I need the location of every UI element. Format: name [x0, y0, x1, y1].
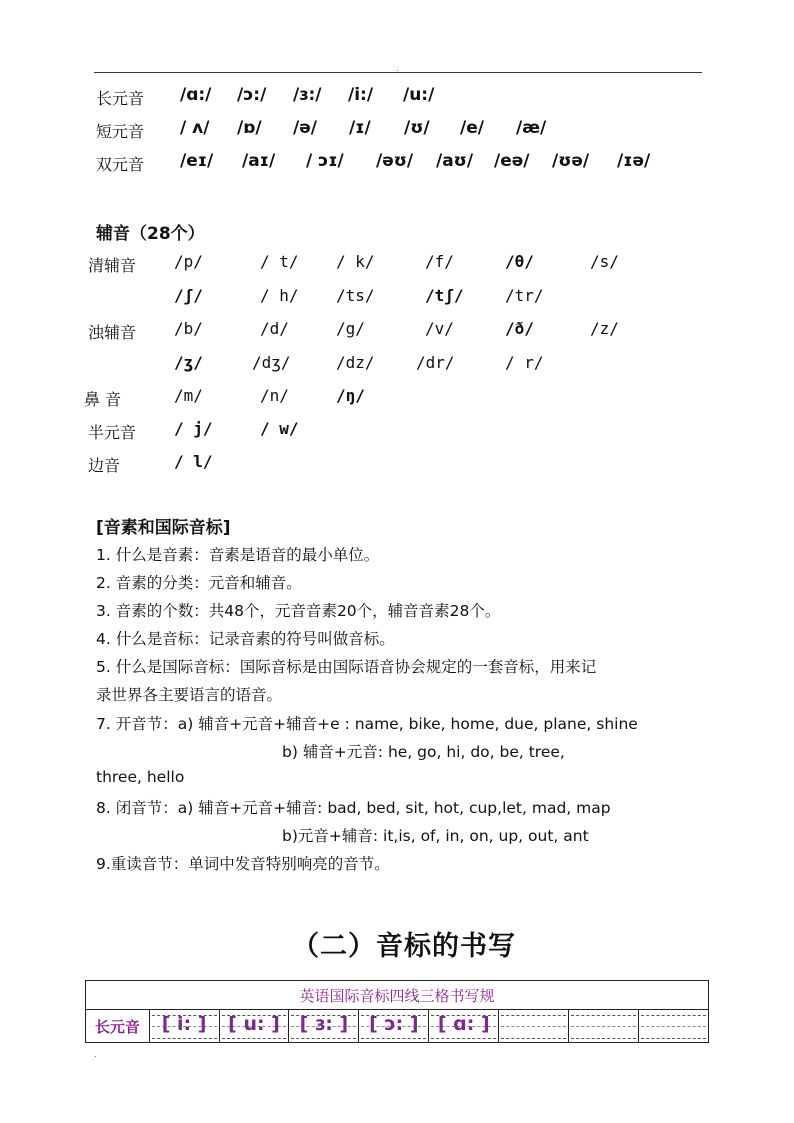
ipa-symbol: / j/: [174, 419, 213, 438]
ipa-symbol: /aɪ/: [242, 151, 276, 171]
short-vowel-label: 短元音: [96, 122, 145, 141]
ipa-symbol: /u:/: [403, 85, 435, 105]
ipa-symbol: [ ɑ: ]: [437, 1013, 490, 1035]
header-dot: .: [396, 64, 399, 73]
note-line: 录世界各主要语言的语音。: [96, 686, 283, 704]
ipa-symbol: /g/: [336, 319, 365, 338]
ipa-symbol: /f/: [425, 252, 454, 271]
ipa-symbol: /æ/: [516, 118, 547, 138]
note-line: three, hello: [96, 768, 185, 786]
nasal-label: 鼻 音: [84, 390, 122, 409]
note-line: 7. 开音节：a) 辅音+元音+辅音+e : name, bike, home, due, plane, shine: [96, 715, 638, 733]
ipa-symbol: /i:/: [348, 85, 374, 105]
ipa-symbol: /dr/: [416, 353, 455, 372]
ipa-symbol: / k/: [336, 252, 375, 271]
ipa-symbol: / r/: [505, 353, 544, 372]
ipa-writing-table: [85, 980, 709, 1043]
ipa-symbol: /aʊ/: [436, 151, 474, 171]
ipa-symbol: /m/: [174, 386, 203, 405]
ipa-symbol: /ɪ/: [349, 118, 371, 138]
table-row-label: 长元音: [86, 1010, 150, 1043]
ipa-symbol: /ʃ/: [174, 286, 203, 305]
ipa-symbol: [ u: ]: [228, 1013, 280, 1035]
ipa-symbol: / h/: [260, 286, 299, 305]
writing-cell: [499, 1010, 569, 1043]
note-line: 5. 什么是国际音标：国际音标是由国际语音协会规定的一套音标，用来记: [96, 658, 597, 676]
ipa-symbol: /ŋ/: [336, 386, 365, 405]
ipa-symbol: /d/: [260, 319, 289, 338]
writing-cell: [219, 1010, 289, 1043]
ipa-symbol: /s/: [590, 252, 619, 271]
ipa-symbol: /ɒ/: [237, 118, 262, 138]
writing-cell: [289, 1010, 359, 1043]
ipa-symbol: / w/: [260, 419, 299, 438]
ipa-symbol: /dz/: [336, 353, 375, 372]
note-line: 4. 什么是音标：记录音素的符号叫做音标。: [96, 630, 395, 648]
ipa-symbol: /dʒ/: [252, 353, 291, 372]
ipa-symbol: /z/: [590, 319, 619, 338]
note-line: b) 辅音+元音: he, go, hi, do, be, tree,: [282, 743, 565, 761]
notes-heading: [音素和国际音标]: [96, 518, 231, 538]
ipa-symbol: [ ɔ: ]: [369, 1013, 419, 1035]
writing-cell: [639, 1010, 709, 1043]
writing-cell: [429, 1010, 499, 1043]
ipa-symbol: /tʃ/: [425, 286, 464, 305]
semivowel-label: 半元音: [88, 423, 137, 442]
ipa-symbol: [ i: ]: [161, 1013, 207, 1035]
ipa-symbol: /ʊ/: [404, 118, 430, 138]
ipa-symbol: /p/: [174, 252, 203, 271]
voiceless-label: 清辅音: [88, 256, 137, 275]
consonant-heading: 辅音（28个）: [96, 224, 205, 244]
writing-cell: [149, 1010, 219, 1043]
note-line: 9.重读音节：单词中发音特别响亮的音节。: [96, 855, 390, 873]
ipa-symbol: / t/: [260, 252, 299, 271]
ipa-symbol: /ɜ:/: [293, 85, 322, 105]
voiced-label: 浊辅音: [88, 323, 137, 342]
header-rule: [94, 72, 702, 73]
writing-cell: [359, 1010, 429, 1043]
ipa-symbol: / l/: [174, 452, 213, 471]
note-line: 3. 音素的个数：共48个，元音音素20个，辅音音素28个。: [96, 602, 501, 620]
ipa-symbol: /eɪ/: [180, 151, 214, 171]
ipa-symbol: /ʒ/: [174, 353, 203, 372]
note-line: b)元音+辅音: it,is, of, in, on, up, out, ant: [282, 827, 589, 845]
ipa-symbol: /ɔ:/: [237, 85, 267, 105]
ipa-symbol: /θ/: [505, 252, 534, 271]
ipa-symbol: /e/: [460, 118, 484, 138]
ipa-symbol: /b/: [174, 319, 203, 338]
note-line: 2. 音素的分类：元音和辅音。: [96, 574, 302, 592]
long-vowel-label: 长元音: [96, 89, 145, 108]
ipa-symbol: /ə/: [293, 118, 317, 138]
ipa-symbol: /ʊə/: [552, 151, 590, 171]
footer-dot: .: [94, 1050, 97, 1059]
ipa-symbol: / ʌ/: [180, 118, 210, 138]
ipa-symbol: /tr/: [505, 286, 544, 305]
ipa-symbol: /ɑ:/: [180, 85, 212, 105]
lateral-label: 边音: [88, 456, 121, 475]
ipa-symbol: /eə/: [494, 151, 530, 171]
note-line: 8. 闭音节：a) 辅音+元音+辅音: bad, bed, sit, hot, cup,let, mad, map: [96, 799, 611, 817]
ipa-symbol: /ɪə/: [617, 151, 651, 171]
writing-cell: [569, 1010, 639, 1043]
note-line: 1. 什么是音素：音素是语音的最小单位。: [96, 546, 380, 564]
section-title: （二）音标的书写: [292, 931, 516, 962]
ipa-symbol: /v/: [425, 319, 454, 338]
ipa-symbol: /ð/: [505, 319, 534, 338]
ipa-symbol: [ ɜ: ]: [299, 1013, 349, 1035]
table-caption: 英语国际音标四线三格书写规: [86, 981, 709, 1010]
diphthong-label: 双元音: [96, 155, 145, 174]
ipa-symbol: /əʊ/: [376, 151, 414, 171]
ipa-symbol: /n/: [260, 386, 289, 405]
ipa-symbol: /ts/: [336, 286, 375, 305]
ipa-symbol: / ɔɪ/: [306, 151, 344, 171]
